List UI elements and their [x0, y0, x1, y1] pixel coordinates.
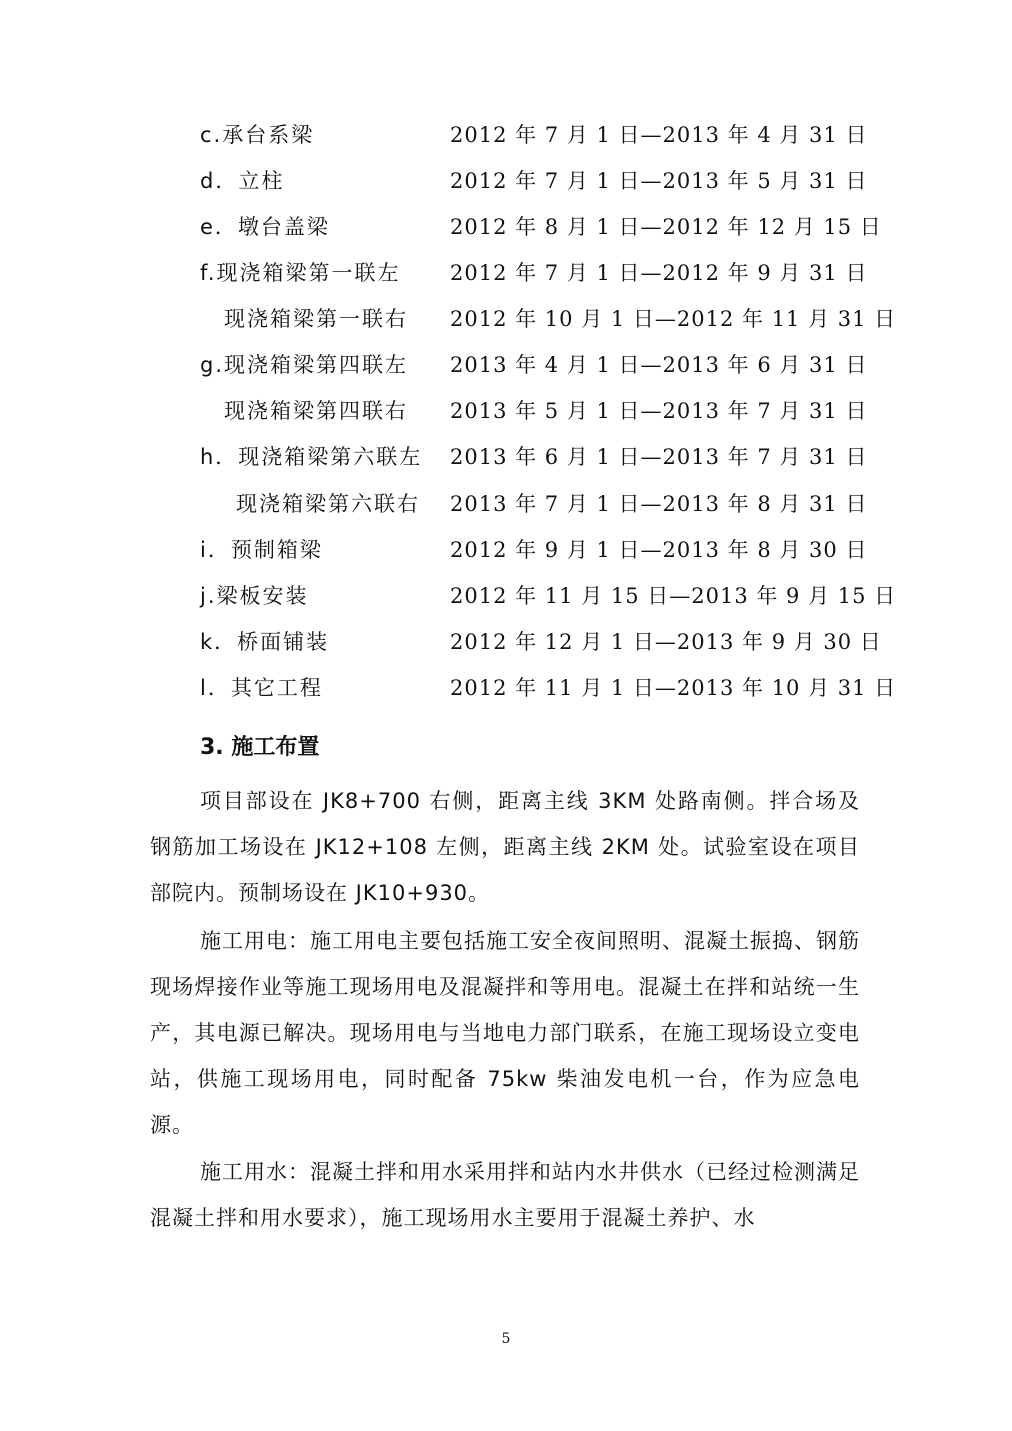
- paragraph-site-layout: 项目部设在 JK8+700 右侧，距离主线 3KM 处路南侧。拌合场及钢筋加工场设在 JK12+108 左侧，距离主线 2KM 处。试验室设在项目部院内。预制场设在 JK10+930。: [150, 789, 860, 905]
- schedule-item-label: j.梁板安装: [200, 584, 309, 608]
- schedule-item-date: 2013 年 7 月 1 日—2013 年 8 月 31 日: [450, 492, 868, 516]
- schedule-item-label: h．现浇箱梁第六联左: [200, 445, 423, 469]
- schedule-item-date: 2013 年 4 月 1 日—2013 年 6 月 31 日: [450, 353, 868, 377]
- schedule-item-date: 2012 年 7 月 1 日—2013 年 4 月 31 日: [450, 123, 868, 147]
- schedule-item-date: 2012 年 7 月 1 日—2012 年 9 月 31 日: [450, 261, 868, 285]
- schedule-item-label: d．立柱: [200, 169, 285, 193]
- paragraph-water-supply: 施工用水：混凝土拌和用水采用拌和站内水井供水（已经过检测满足混凝土拌和用水要求），施工现场用水主要用于混凝土养护、水: [150, 1160, 860, 1230]
- page-number: 5: [501, 1331, 511, 1347]
- schedule-item-date: 2012 年 12 月 1 日—2013 年 9 月 30 日: [450, 630, 882, 654]
- schedule-item-date: 2012 年 8 月 1 日—2012 年 12 月 15 日: [450, 215, 882, 239]
- schedule-item-label: 现浇箱梁第四联右: [224, 399, 408, 423]
- paragraph-power-supply: 施工用电：施工用电主要包括施工安全夜间照明、混凝土振捣、钢筋现场焊接作业等施工现场用电及混凝拌和等用电。混凝土在拌和站统一生产，其电源已解决。现场用电与当地电力部门联系，在施工现场设立变电站，供施工现场用电，同时配备 75kw 柴油发电机一台，作为应急电源。: [150, 929, 860, 1137]
- schedule-item-label: f.现浇箱梁第一联左: [200, 261, 401, 285]
- schedule-item-label: i．预制箱梁: [200, 538, 323, 562]
- schedule-item-label: 现浇箱梁第六联右: [236, 492, 420, 516]
- schedule-item-label: g.现浇箱梁第四联左: [200, 353, 409, 377]
- schedule-item-date: 2012 年 7 月 1 日—2013 年 5 月 31 日: [450, 169, 868, 193]
- schedule-item-date: 2012 年 9 月 1 日—2013 年 8 月 30 日: [450, 538, 868, 562]
- schedule-item-label: e．墩台盖梁: [200, 215, 330, 239]
- schedule-item-label: l．其它工程: [200, 676, 323, 700]
- schedule-item-label: 现浇箱梁第一联右: [224, 307, 408, 331]
- schedule-item-date: 2012 年 10 月 1 日—2012 年 11 月 31 日: [450, 307, 897, 331]
- schedule-item-date: 2013 年 5 月 1 日—2013 年 7 月 31 日: [450, 399, 868, 423]
- schedule-item-label: k．桥面铺装: [200, 630, 330, 654]
- schedule-item-date: 2012 年 11 月 15 日—2013 年 9 月 15 日: [450, 584, 897, 608]
- schedule-item-label: c.承台系梁: [200, 123, 315, 147]
- schedule-item-date: 2012 年 11 月 1 日—2013 年 10 月 31 日: [450, 676, 897, 700]
- section-heading: 3. 施工布置: [200, 735, 320, 760]
- schedule-item-date: 2013 年 6 月 1 日—2013 年 7 月 31 日: [450, 445, 868, 469]
